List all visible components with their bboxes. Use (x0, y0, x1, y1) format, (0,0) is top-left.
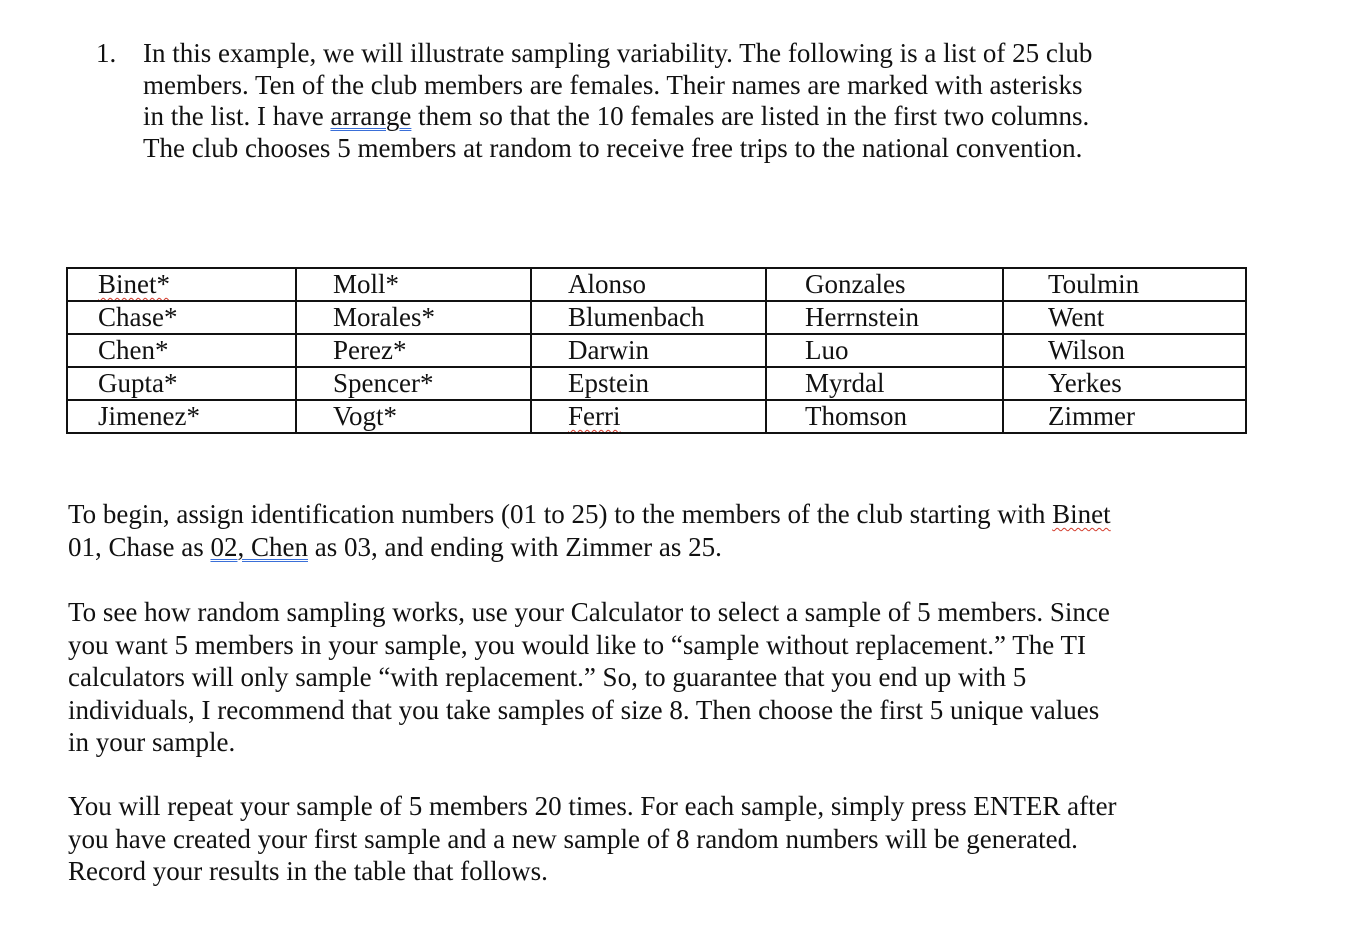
sampling-paragraph (68, 596, 1268, 759)
problem-line-3-end: them so that the 10 females are listed in the first two columns. (411, 101, 1090, 131)
member-name: Gupta* (98, 368, 178, 398)
id-line-1 (68, 498, 1268, 531)
members-table (66, 267, 1247, 434)
member-cell (766, 334, 1003, 367)
member-name: Blumenbach (568, 302, 705, 332)
problem-line-2: members. Ten of the club members are females. Their names are marked with asterisks (143, 69, 1083, 100)
member-name: Toulmin (1048, 269, 1140, 299)
problem-text (143, 38, 1193, 164)
member-name: Chase* (98, 302, 178, 332)
sampling-line: individuals, I recommend that you take samples of size 8. Then choose the first 5 unique values (68, 694, 1100, 725)
member-cell (67, 367, 296, 400)
member-name: Luo (805, 335, 849, 365)
member-cell (531, 301, 766, 334)
member-name: Yerkes (1048, 368, 1122, 398)
member-name: Thomson (805, 401, 908, 431)
problem-number: 1. (96, 38, 117, 68)
sampling-line: you want 5 members in your sample, you would like to “sample without replacement.” The TI (68, 629, 1087, 660)
member-name: Gonzales (805, 269, 906, 299)
sampling-line: in your sample. (68, 727, 236, 757)
member-name: Herrnstein (805, 302, 919, 332)
id-line-1-text: To begin, assign identification numbers (01 to 25) to the members of the club starting with (68, 499, 1053, 529)
member-cell (531, 400, 766, 433)
id-line-2-end: as 03, and ending with Zimmer as 25. (307, 531, 722, 562)
member-name: Alonso (568, 269, 647, 299)
repeat-paragraph (68, 790, 1268, 888)
repeat-line: you have created your first sample and a new sample of 8 random numbers will be generated. (68, 823, 1078, 854)
table-row (67, 268, 1246, 301)
member-cell (1003, 334, 1246, 367)
member-cell (766, 268, 1003, 301)
repeat-line: You will repeat your sample of 5 members 20 times. For each sample, simply press ENTER after (68, 791, 1117, 821)
problem-line-4: The club chooses 5 members at random to receive free trips to the national convention. (143, 132, 1083, 163)
table-row (67, 301, 1246, 334)
member-name: Myrdal (805, 368, 885, 398)
member-name: Jimenez* (98, 401, 200, 431)
grammar-flagged-word: arrange (330, 101, 412, 131)
table-row (67, 334, 1246, 367)
sampling-line: To see how random sampling works, use your Calculator to select a sample of 5 members. Since (68, 597, 1110, 627)
grammar-flagged-phrase: 02, Chen (210, 531, 308, 562)
problem-line-3-start: in the list. I have (143, 101, 331, 131)
problem-line-1: In this example, we will illustrate sampling variability. The following is a list of 25 club (143, 38, 1093, 68)
member-cell (531, 367, 766, 400)
member-name: Went (1048, 302, 1105, 332)
member-cell (531, 268, 766, 301)
member-cell (67, 400, 296, 433)
member-cell (1003, 400, 1246, 433)
member-name: Zimmer (1048, 401, 1135, 431)
member-name: Epstein (568, 368, 649, 398)
member-name: Moll* (333, 269, 400, 299)
member-name: Chen* (98, 335, 169, 365)
spelling-flagged-word: Binet (1052, 499, 1111, 529)
member-name: Ferri (568, 401, 621, 431)
member-cell (296, 334, 531, 367)
member-name: Spencer* (333, 368, 434, 398)
member-name: Vogt* (333, 401, 398, 431)
member-cell (67, 268, 296, 301)
member-name: Perez* (333, 335, 407, 365)
sampling-line: calculators will only sample “with replacement.” So, to guarantee that you end up with 5 (68, 662, 1027, 692)
member-cell (766, 367, 1003, 400)
id-line-2-start: 01, Chase as (68, 531, 211, 562)
member-cell (296, 367, 531, 400)
member-cell (766, 400, 1003, 433)
member-name: Wilson (1048, 335, 1125, 365)
member-name: Darwin (568, 335, 649, 365)
member-cell (1003, 268, 1246, 301)
member-cell (766, 301, 1003, 334)
member-cell (531, 334, 766, 367)
member-name: Binet* (98, 269, 170, 299)
member-cell (296, 301, 531, 334)
repeat-line: Record your results in the table that follows. (68, 856, 548, 886)
member-cell (1003, 301, 1246, 334)
id-line-2 (68, 531, 1268, 564)
problem-line-3 (143, 101, 1193, 133)
member-name: Morales* (333, 302, 435, 332)
table-row (67, 367, 1246, 400)
member-cell (67, 334, 296, 367)
table-row (67, 400, 1246, 433)
member-cell (296, 400, 531, 433)
member-cell (67, 301, 296, 334)
member-cell (1003, 367, 1246, 400)
id-assignment-paragraph (68, 498, 1268, 563)
member-cell (296, 268, 531, 301)
